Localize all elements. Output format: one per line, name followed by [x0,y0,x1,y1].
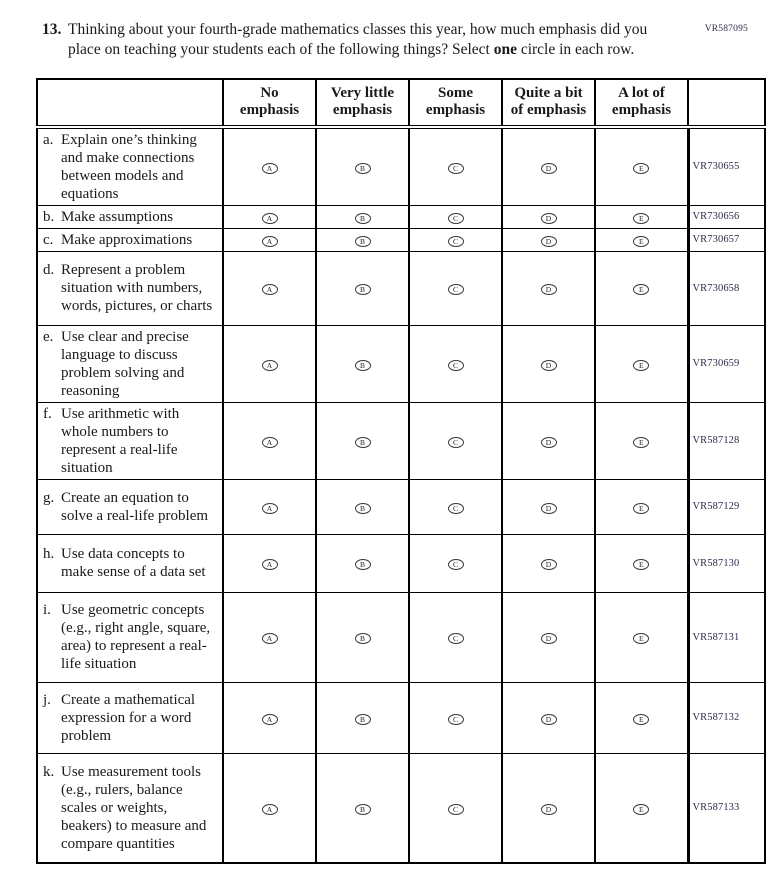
option-cell-C [409,325,502,402]
question-number: 13. [42,21,62,38]
option-cell-E [595,325,688,402]
option-cell-B [316,682,409,753]
bubble-option-A[interactable]: A [262,633,278,644]
option-cell-C [409,251,502,325]
form-code: VR587095 [704,24,748,34]
bubble-option-E[interactable]: E [633,213,649,224]
bubble-option-B[interactable]: B [355,714,371,725]
bubble-option-B[interactable]: B [355,633,371,644]
option-cell-E [595,251,688,325]
row-letter: f. [43,405,52,422]
bubble-option-C[interactable]: C [448,633,464,644]
bubble-option-C[interactable]: C [448,437,464,448]
emphasis-table [36,78,766,865]
row-label: Make approximations [61,231,193,248]
row-letter: k. [43,763,55,780]
option-cell-C [409,534,502,592]
option-cell-E [595,228,688,251]
option-cell-B [316,534,409,592]
bubble-option-D[interactable]: D [541,559,557,570]
bubble-option-E[interactable]: E [633,503,649,514]
option-cell-D [502,325,595,402]
row-label-cell [37,682,223,753]
row-letter: d. [43,262,55,279]
col-header-very-little-emphasis: Very little emphasis [316,79,409,127]
bubble-option-A[interactable]: A [262,559,278,570]
option-cell-C [409,479,502,534]
bubble-option-C[interactable]: C [448,360,464,371]
row-label: Use geometric concepts (e.g., right angle, square, area) to represent a real-life situation [61,602,211,673]
option-cell-E [595,479,688,534]
option-cell-A [223,205,316,228]
bubble-option-E[interactable]: E [633,236,649,247]
bubble-option-C[interactable]: C [448,559,464,570]
col-header-no-emphasis: No emphasis [223,79,316,127]
option-cell-E [595,753,688,863]
bubble-option-B[interactable]: B [355,284,371,295]
option-cell-D [502,592,595,682]
bubble-option-E[interactable]: E [633,804,649,815]
row-letter: i. [43,602,51,619]
col-header-quite-a-bit-of-emphasis: Quite a bit of emphasis [502,79,595,127]
bubble-option-D[interactable]: D [541,633,557,644]
bubble-option-B[interactable]: B [355,804,371,815]
option-cell-D [502,682,595,753]
row-code: VR587130 [688,534,765,592]
row-code: VR587133 [688,753,765,863]
bubble-option-C[interactable]: C [448,213,464,224]
question-text-part1: Thinking about your fourth-grade mathematics classes this year, how much emphasis did you place on teaching your students each of the following things? Select [68,21,648,58]
bubble-option-D[interactable]: D [541,360,557,371]
option-cell-D [502,534,595,592]
row-code: VR587131 [688,592,765,682]
bubble-option-C[interactable]: C [448,804,464,815]
questionnaire-page [0,20,772,864]
bubble-option-A[interactable]: A [262,804,278,815]
header-row [37,79,765,127]
bubble-option-E[interactable]: E [633,437,649,448]
row-code: VR730657 [688,228,765,251]
bubble-option-D[interactable]: D [541,163,557,174]
option-cell-A [223,251,316,325]
row-label-cell [37,592,223,682]
question-text [68,20,672,60]
bubble-option-D[interactable]: D [541,236,557,247]
bubble-option-D[interactable]: D [541,284,557,295]
bubble-option-E[interactable]: E [633,360,649,371]
option-cell-C [409,127,502,206]
table-row [37,534,765,592]
row-letter: a. [43,131,54,148]
bubble-option-E[interactable]: E [633,163,649,174]
row-letter: b. [43,208,55,225]
table-row [37,479,765,534]
option-cell-A [223,479,316,534]
row-code: VR587132 [688,682,765,753]
col-header-some-emphasis: Some emphasis [409,79,502,127]
row-letter: j. [43,691,51,708]
bubble-option-B[interactable]: B [355,559,371,570]
option-cell-C [409,228,502,251]
bubble-option-A[interactable]: A [262,163,278,174]
option-cell-A [223,753,316,863]
bubble-option-C[interactable]: C [448,236,464,247]
row-label-cell [37,402,223,479]
table-row [37,325,765,402]
option-cell-C [409,402,502,479]
option-cell-E [595,127,688,206]
question-bold-word: one [493,40,517,58]
option-cell-E [595,682,688,753]
bubble-option-A[interactable]: A [262,437,278,448]
row-letter: g. [43,489,55,506]
option-cell-D [502,251,595,325]
row-label: Make assumptions [61,208,174,225]
bubble-option-E[interactable]: E [633,633,649,644]
row-label-cell [37,251,223,325]
row-label: Create a mathematical expression for a word problem [61,691,196,744]
bubble-option-A[interactable]: A [262,284,278,295]
option-cell-A [223,592,316,682]
option-cell-B [316,205,409,228]
bubble-option-B[interactable]: B [355,360,371,371]
option-cell-C [409,682,502,753]
row-label-cell [37,228,223,251]
option-cell-E [595,402,688,479]
bubble-option-E[interactable]: E [633,714,649,725]
option-cell-D [502,479,595,534]
header-empty-code-col [688,79,765,127]
table-row [37,205,765,228]
option-cell-C [409,753,502,863]
row-label: Use measurement tools (e.g., rulers, balance scales or weights, beakers) to measure and compare quantities [61,763,207,852]
row-label-cell [37,753,223,863]
option-cell-D [502,402,595,479]
option-cell-B [316,251,409,325]
option-cell-D [502,753,595,863]
bubble-option-C[interactable]: C [448,503,464,514]
row-label-cell [37,127,223,206]
table-row [37,251,765,325]
option-cell-C [409,592,502,682]
row-letter: e. [43,328,54,345]
row-code: VR730659 [688,325,765,402]
bubble-option-C[interactable]: C [448,163,464,174]
option-cell-E [595,534,688,592]
row-label-cell [37,479,223,534]
bubble-option-E[interactable]: E [633,559,649,570]
row-code: VR730656 [688,205,765,228]
row-label: Use data concepts to make sense of a data set [61,546,206,581]
table-row [37,682,765,753]
row-code: VR730655 [688,127,765,206]
bubble-option-B[interactable]: B [355,213,371,224]
option-cell-A [223,682,316,753]
option-cell-A [223,325,316,402]
row-label: Use clear and precise language to discuss problem solving and reasoning [61,328,189,399]
option-cell-D [502,228,595,251]
option-cell-B [316,127,409,206]
option-cell-A [223,127,316,206]
header-empty-label-col [37,79,223,127]
row-label-cell [37,325,223,402]
bubble-option-E[interactable]: E [633,284,649,295]
option-cell-A [223,534,316,592]
option-cell-B [316,479,409,534]
option-cell-A [223,228,316,251]
bubble-option-D[interactable]: D [541,213,557,224]
table-row [37,228,765,251]
option-cell-C [409,205,502,228]
table-row [37,753,765,863]
bubble-option-A[interactable]: A [262,503,278,514]
bubble-option-B[interactable]: B [355,437,371,448]
table-row [37,592,765,682]
col-header-a-lot-of-emphasis: A lot of emphasis [595,79,688,127]
bubble-option-C[interactable]: C [448,714,464,725]
table-body [37,127,765,864]
row-label: Explain one’s thinking and make connections between models and equations [61,131,197,202]
option-cell-B [316,228,409,251]
option-cell-A [223,402,316,479]
option-cell-E [595,205,688,228]
bubble-option-B[interactable]: B [355,503,371,514]
option-cell-B [316,325,409,402]
bubble-option-A[interactable]: A [262,360,278,371]
row-label-cell [37,205,223,228]
bubble-option-C[interactable]: C [448,284,464,295]
row-label: Represent a problem situation with numbers, words, pictures, or charts [61,262,213,315]
row-code: VR730658 [688,251,765,325]
bubble-option-A[interactable]: A [262,236,278,247]
bubble-option-A[interactable]: A [262,213,278,224]
bubble-option-D[interactable]: D [541,503,557,514]
row-letter: h. [43,546,55,563]
option-cell-B [316,753,409,863]
bubble-option-A[interactable]: A [262,714,278,725]
bubble-option-B[interactable]: B [355,163,371,174]
bubble-option-D[interactable]: D [541,714,557,725]
bubble-option-D[interactable]: D [541,804,557,815]
row-label: Use arithmetic with whole numbers to represent a real-life situation [61,405,180,476]
question-text-part2: circle in each row. [520,40,635,58]
row-code: VR587128 [688,402,765,479]
option-cell-D [502,127,595,206]
row-label-cell [37,534,223,592]
option-cell-B [316,592,409,682]
bubble-option-B[interactable]: B [355,236,371,247]
question-block [42,20,732,60]
option-cell-B [316,402,409,479]
option-cell-D [502,205,595,228]
bubble-option-D[interactable]: D [541,437,557,448]
row-letter: c. [43,231,54,248]
option-cell-E [595,592,688,682]
row-code: VR587129 [688,479,765,534]
row-label: Create an equation to solve a real-life problem [61,489,209,524]
table-row [37,127,765,206]
table-row [37,402,765,479]
